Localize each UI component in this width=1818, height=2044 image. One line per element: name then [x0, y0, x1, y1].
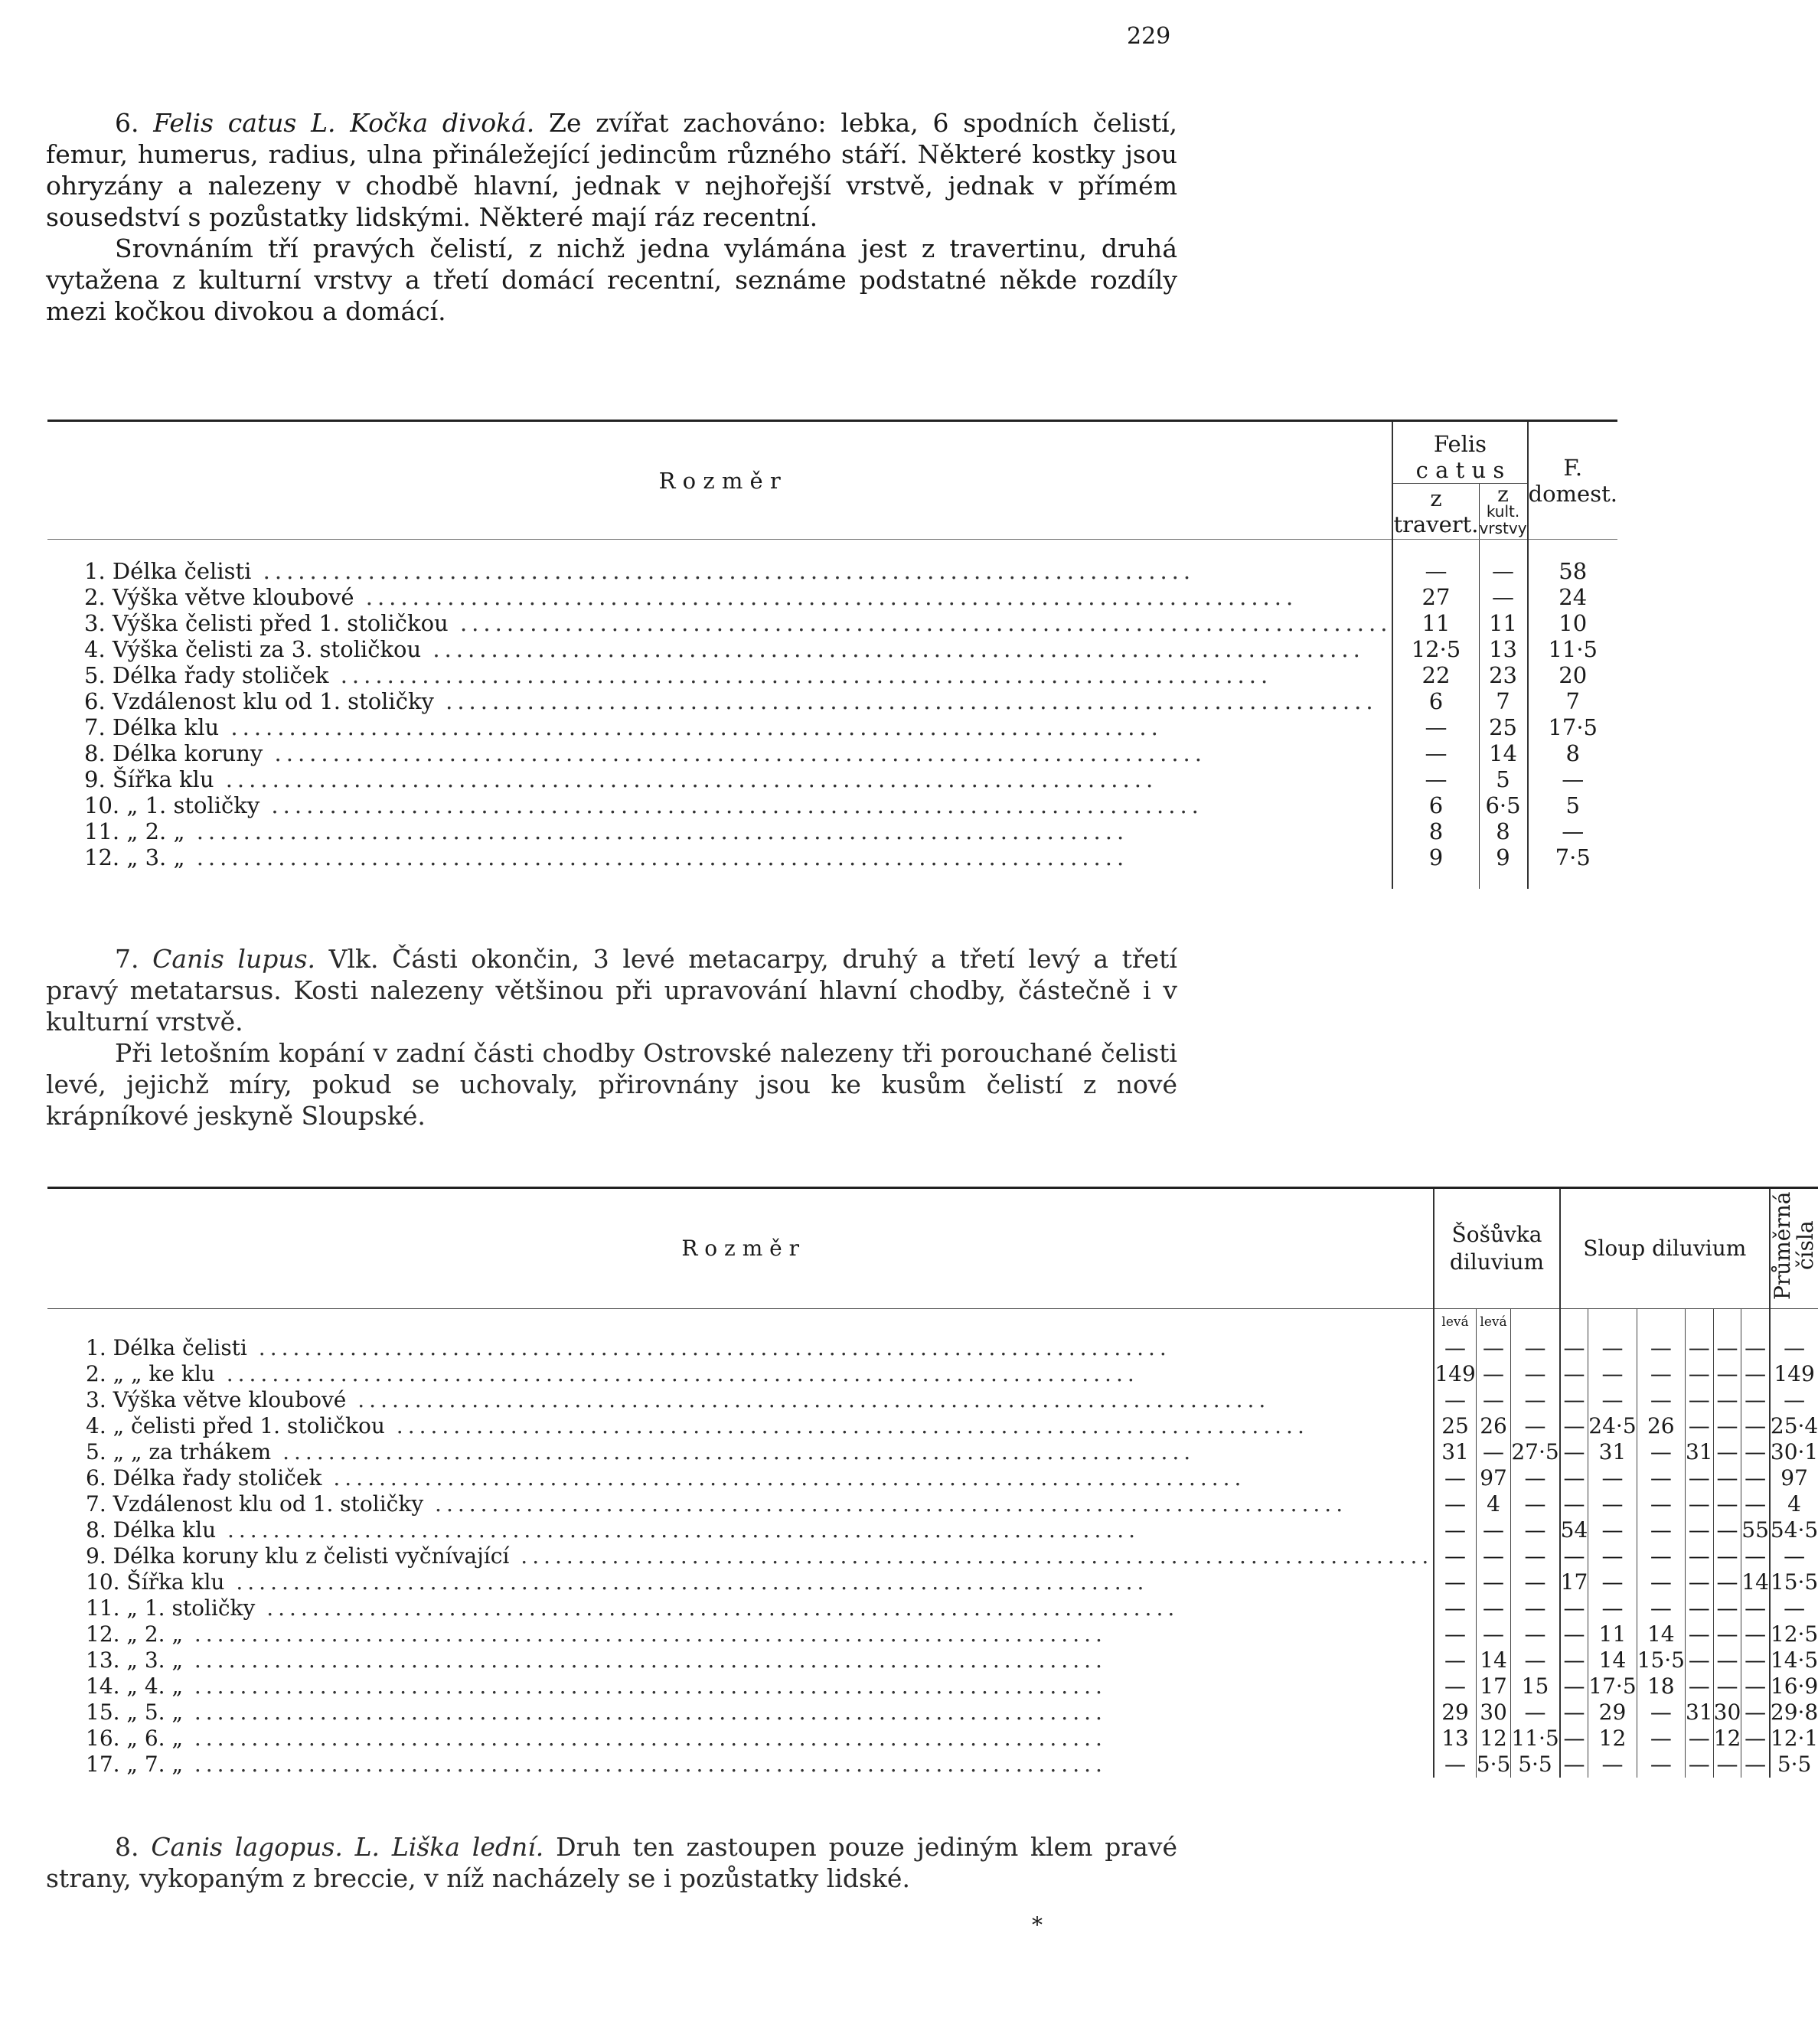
value-cell: —: [1511, 1569, 1560, 1595]
value-cell: —: [1560, 1439, 1588, 1465]
value-cell: 12: [1588, 1726, 1637, 1752]
value-f-domest: —: [1562, 818, 1585, 844]
row-label: 8. Délka klu ................................................................................: [47, 1517, 1434, 1543]
value-cell: —: [1434, 1335, 1476, 1361]
value-cell: —: [1713, 1387, 1741, 1413]
leva-label: levá: [1434, 1309, 1476, 1336]
value-cell: —: [1588, 1543, 1637, 1569]
value-cell: —: [1560, 1595, 1588, 1621]
value-kult-vrstvy: —: [1479, 584, 1527, 610]
paragraph-canis-lagopus: [46, 1831, 1177, 1894]
value-cell: —: [1685, 1465, 1713, 1491]
value-average: 149: [1774, 1361, 1815, 1386]
row-label: 3. Výška větve kloubové ................................................................................: [47, 1387, 1434, 1413]
value-cell: —: [1741, 1543, 1770, 1569]
table-row: [47, 558, 1617, 584]
row-label: 11. „ 1. stoličky ................................................................................: [47, 1595, 1434, 1621]
value-cell: —: [1685, 1621, 1713, 1647]
value-cell: —: [1741, 1673, 1770, 1700]
value-cell: —: [1560, 1387, 1588, 1413]
row-label: 2. „ „ ke klu ................................................................................: [47, 1361, 1434, 1387]
value-kult-vrstvy: 14: [1479, 740, 1527, 766]
value-cell: —: [1741, 1439, 1770, 1465]
value-travert: 11: [1392, 610, 1479, 636]
value-cell: —: [1511, 1413, 1560, 1439]
canis-lupus-measurements-table: [47, 1187, 1818, 1778]
value-cell: —: [1511, 1335, 1560, 1361]
value-cell: —: [1560, 1543, 1588, 1569]
value-f-domest: 7·5: [1555, 844, 1591, 870]
value-cell: —: [1637, 1491, 1685, 1517]
value-average: —: [1784, 1387, 1806, 1412]
value-cell: —: [1685, 1491, 1713, 1517]
table-row: [47, 1700, 1818, 1726]
value-f-domest: 11·5: [1548, 636, 1598, 662]
value-cell: —: [1713, 1673, 1741, 1700]
value-kult-vrstvy: 7: [1479, 688, 1527, 714]
value-kult-vrstvy: 6·5: [1479, 792, 1527, 818]
row-label: 10. Šířka klu ................................................................................: [47, 1569, 1434, 1595]
table-row: [47, 1361, 1818, 1387]
value-cell: —: [1637, 1543, 1685, 1569]
value-cell: —: [1637, 1700, 1685, 1726]
table-row: [47, 1491, 1818, 1517]
value-cell: —: [1588, 1361, 1637, 1387]
value-travert: 12·5: [1392, 636, 1479, 662]
species-name: Felis catus L. Kočka divoká.: [153, 108, 535, 138]
table-row: [47, 636, 1617, 662]
value-cell: —: [1685, 1752, 1713, 1778]
value-f-domest: 8: [1565, 740, 1580, 766]
species-name: Canis lagopus. L. Liška lední.: [151, 1832, 544, 1862]
value-cell: 11·5: [1511, 1726, 1559, 1751]
value-f-domest: 17·5: [1548, 714, 1598, 740]
row-label: 3. Výška čelisti před 1. stoličkou ................................................................................: [47, 610, 1392, 636]
value-cell: —: [1741, 1595, 1770, 1621]
value-cell: 15·5: [1637, 1647, 1685, 1673]
table-row: [47, 1439, 1818, 1465]
table-row: [47, 1752, 1818, 1778]
value-kult-vrstvy: 23: [1479, 662, 1527, 688]
value-cell: —: [1741, 1491, 1770, 1517]
table-row: [47, 714, 1617, 740]
value-cell: 31: [1434, 1439, 1476, 1465]
header-z-travert: z travert.: [1392, 484, 1479, 540]
value-cell: —: [1713, 1491, 1741, 1517]
value-cell: 17: [1476, 1673, 1511, 1700]
value-cell: —: [1588, 1595, 1637, 1621]
value-cell: —: [1713, 1752, 1741, 1778]
value-average: 30·1: [1770, 1439, 1818, 1464]
value-average: 16·9: [1770, 1673, 1818, 1699]
value-cell: —: [1434, 1673, 1476, 1700]
row-label: 7. Délka klu ................................................................................: [47, 714, 1392, 740]
value-cell: —: [1713, 1413, 1741, 1439]
row-label: 8. Délka koruny ................................................................................: [47, 740, 1392, 766]
value-f-domest: —: [1562, 766, 1585, 792]
paragraph-canis-lupus: [46, 943, 1177, 1131]
value-cell: —: [1741, 1335, 1770, 1361]
value-cell: —: [1637, 1726, 1685, 1752]
value-cell: 18: [1637, 1673, 1685, 1700]
value-kult-vrstvy: —: [1479, 558, 1527, 584]
value-cell: —: [1713, 1465, 1741, 1491]
value-cell: —: [1637, 1595, 1685, 1621]
value-cell: —: [1713, 1361, 1741, 1387]
value-cell: 54: [1560, 1517, 1588, 1543]
value-cell: —: [1560, 1335, 1588, 1361]
value-cell: —: [1434, 1595, 1476, 1621]
value-cell: —: [1511, 1543, 1560, 1569]
value-kult-vrstvy: 9: [1479, 844, 1527, 870]
value-average: 15·5: [1770, 1569, 1818, 1595]
value-cell: 29: [1588, 1700, 1637, 1726]
value-average: 25·4: [1770, 1413, 1818, 1438]
value-f-domest: 58: [1559, 558, 1588, 584]
value-travert: 6: [1392, 792, 1479, 818]
value-cell: —: [1588, 1491, 1637, 1517]
value-f-domest: 10: [1559, 610, 1588, 636]
value-cell: —: [1713, 1569, 1741, 1595]
value-cell: 55: [1741, 1517, 1769, 1543]
value-cell: —: [1741, 1413, 1770, 1439]
value-cell: —: [1476, 1439, 1511, 1465]
row-label: 9. Délka koruny klu z čelisti vyčnívající ................................................................................: [47, 1543, 1434, 1569]
value-cell: —: [1476, 1595, 1511, 1621]
value-cell: —: [1434, 1465, 1476, 1491]
value-kult-vrstvy: 8: [1479, 818, 1527, 844]
section-number: 8.: [115, 1832, 152, 1862]
value-cell: —: [1713, 1439, 1741, 1465]
value-cell: —: [1588, 1465, 1637, 1491]
value-cell: —: [1434, 1569, 1476, 1595]
header-prumerna-cisla: Průměrná čísla: [1770, 1191, 1818, 1300]
value-cell: —: [1588, 1387, 1637, 1413]
value-cell: 31: [1685, 1439, 1713, 1464]
value-cell: —: [1713, 1647, 1741, 1673]
paragraph-text: Některé kostky jsou ohryzány a nalezeny v chodbě hlavní, jednak v nejhořejší vrstvě, jednak v přímém sousedství s pozůstatky lidskými. Některé mají ráz recentní.: [46, 139, 1177, 232]
value-cell: 27·5: [1511, 1439, 1559, 1464]
value-cell: 149: [1434, 1361, 1476, 1386]
row-label: 7. Vzdálenost klu od 1. stoličky ................................................................................: [47, 1491, 1434, 1517]
value-kult-vrstvy: 25: [1479, 714, 1527, 740]
value-travert: —: [1392, 766, 1479, 792]
table-row: [47, 1569, 1818, 1595]
value-kult-vrstvy: 5: [1479, 766, 1527, 792]
value-cell: —: [1560, 1673, 1588, 1700]
value-cell: 30: [1476, 1700, 1511, 1726]
value-cell: —: [1476, 1335, 1511, 1361]
value-cell: —: [1741, 1700, 1770, 1726]
value-cell: —: [1434, 1752, 1476, 1778]
value-cell: —: [1588, 1517, 1637, 1543]
value-cell: —: [1713, 1335, 1741, 1361]
value-travert: 6: [1392, 688, 1479, 714]
value-cell: —: [1511, 1465, 1560, 1491]
value-cell: —: [1741, 1361, 1770, 1387]
value-travert: 27: [1392, 584, 1479, 610]
row-label: 4. Výška čelisti za 3. stoličkou ................................................................................: [47, 636, 1392, 662]
value-cell: —: [1434, 1647, 1476, 1673]
value-travert: 8: [1392, 818, 1479, 844]
value-cell: —: [1511, 1517, 1560, 1543]
value-cell: 30: [1713, 1700, 1741, 1725]
value-cell: —: [1560, 1647, 1588, 1673]
value-average: —: [1784, 1335, 1806, 1360]
row-label: 16. „ 6. „ ................................................................................: [47, 1726, 1434, 1752]
table-row: [47, 1595, 1818, 1621]
value-cell: —: [1713, 1621, 1741, 1647]
row-label: 13. „ 3. „ ................................................................................: [47, 1647, 1434, 1673]
paragraph-text: Při letošním kopání v zadní části chodby Ostrovské nalezeny tři porouchané čelisti levé, jejichž míry, pokud se uchovaly, přirovnány jsou ke kusům čelistí z nové krápníkové jeskyně Sloupské.: [46, 1038, 1177, 1131]
header-sloup-diluvium: Sloup diluvium: [1560, 1188, 1770, 1309]
row-label: 12. „ 2. „ ................................................................................: [47, 1621, 1434, 1647]
value-cell: —: [1511, 1700, 1560, 1726]
value-cell: 25: [1434, 1413, 1476, 1439]
table-row: [47, 818, 1617, 844]
value-cell: —: [1434, 1621, 1476, 1647]
value-cell: 14: [1741, 1569, 1769, 1595]
value-average: 4: [1787, 1491, 1801, 1517]
value-cell: —: [1588, 1752, 1637, 1778]
value-cell: 97: [1476, 1465, 1511, 1491]
value-cell: —: [1511, 1595, 1560, 1621]
value-cell: —: [1637, 1439, 1685, 1465]
value-cell: —: [1685, 1361, 1713, 1387]
value-cell: —: [1741, 1387, 1770, 1413]
value-cell: 12: [1713, 1726, 1741, 1751]
value-cell: —: [1685, 1413, 1713, 1439]
value-cell: —: [1560, 1700, 1588, 1726]
table-row: [47, 584, 1617, 610]
table-row: [47, 1413, 1818, 1439]
value-average: 29·8: [1770, 1700, 1818, 1725]
value-cell: —: [1476, 1361, 1511, 1387]
value-cell: 5·5: [1476, 1752, 1511, 1777]
row-label: 12. „ 3. „ ................................................................................: [47, 844, 1392, 870]
value-average: —: [1784, 1543, 1806, 1569]
value-cell: —: [1476, 1569, 1511, 1595]
section-number: 7.: [115, 944, 153, 974]
value-cell: —: [1713, 1517, 1741, 1543]
value-cell: —: [1476, 1621, 1511, 1647]
value-cell: —: [1685, 1647, 1713, 1673]
value-average: 14·5: [1770, 1647, 1818, 1673]
table-row: [47, 688, 1617, 714]
row-label: 1. Délka čelisti ................................................................................: [47, 558, 1392, 584]
value-f-domest: 7: [1565, 688, 1580, 714]
paragraph-felis-catus: [46, 107, 1177, 327]
value-average: 12·5: [1770, 1621, 1818, 1647]
value-cell: —: [1560, 1752, 1588, 1778]
value-cell: —: [1560, 1361, 1588, 1387]
row-label: 17. „ 7. „ ................................................................................: [47, 1752, 1434, 1778]
row-label: 5. „ „ za trhákem ................................................................................: [47, 1439, 1434, 1465]
row-label: 9. Šířka klu ................................................................................: [47, 766, 1392, 792]
row-label: 6. Vzdálenost klu od 1. stoličky ................................................................................: [47, 688, 1392, 714]
felis-measurements-table: [47, 420, 1617, 889]
table-row: [47, 610, 1617, 636]
table-row: [47, 1647, 1818, 1673]
value-cell: —: [1476, 1517, 1511, 1543]
value-cell: 17: [1560, 1569, 1588, 1595]
value-cell: 24·5: [1588, 1413, 1637, 1438]
value-cell: 5·5: [1511, 1752, 1560, 1778]
value-cell: —: [1685, 1387, 1713, 1413]
table-row: [47, 1673, 1818, 1700]
header-f-domest: F. domest.: [1528, 421, 1617, 540]
header-felis-catus: Felis c a t u s: [1392, 421, 1527, 484]
value-travert: 9: [1392, 844, 1479, 870]
species-name: Canis lupus.: [152, 944, 315, 974]
table-row: [47, 844, 1617, 870]
footnote-mark: *: [1032, 1912, 1043, 1938]
paragraph-text: Druh ten zastoupen pouze jediným klem pravé strany, vykopaným z breccie, v níž nacházely se i pozůstatky lidské.: [46, 1832, 1178, 1893]
value-cell: —: [1511, 1491, 1560, 1517]
value-cell: 15: [1511, 1673, 1560, 1700]
paragraph-text: Ze zvířat zachováno: lebka, 6 spodních čelistí, femur, humerus, radius, ulna přináležející jedincům různého stáří.: [46, 108, 1177, 169]
value-cell: —: [1434, 1491, 1476, 1517]
table-row: [47, 1517, 1818, 1543]
value-cell: —: [1511, 1621, 1560, 1647]
row-label: 6. Délka řady stoliček ................................................................................: [47, 1465, 1434, 1491]
value-cell: —: [1685, 1543, 1713, 1569]
value-cell: —: [1637, 1387, 1685, 1413]
header-z-kult-vrstvy: z kult. vrstvy: [1479, 484, 1527, 540]
value-cell: —: [1637, 1335, 1685, 1361]
value-cell: —: [1511, 1647, 1560, 1673]
value-cell: —: [1637, 1465, 1685, 1491]
value-cell: —: [1588, 1335, 1637, 1361]
leva-label: levá: [1476, 1309, 1511, 1336]
value-cell: —: [1476, 1543, 1511, 1569]
table-row: [47, 1335, 1818, 1361]
header-rozmer: R o z m ě r: [47, 1188, 1434, 1309]
value-f-domest: 5: [1565, 792, 1580, 818]
value-cell: —: [1560, 1491, 1588, 1517]
value-cell: —: [1713, 1595, 1741, 1621]
value-cell: 31: [1588, 1439, 1637, 1465]
value-average: —: [1784, 1595, 1806, 1621]
row-label: 14. „ 4. „ ................................................................................: [47, 1673, 1434, 1700]
value-average: 12·1: [1770, 1726, 1818, 1751]
table-row: [47, 1543, 1818, 1569]
row-label: 15. „ 5. „ ................................................................................: [47, 1700, 1434, 1726]
table-row: [47, 1387, 1818, 1413]
value-cell: 4: [1476, 1491, 1511, 1517]
value-travert: —: [1392, 714, 1479, 740]
table-row: [47, 740, 1617, 766]
paragraph-text: Vlk. Části okončin, 3 levé metacarpy, druhý a třetí levý a třetí pravý metatarsus. Kosti nalezeny většinou při upravování hlavní chodby, částečně i v kulturní vrstvě.: [46, 944, 1177, 1037]
page-number: 229: [1127, 23, 1171, 50]
value-cell: —: [1560, 1621, 1588, 1647]
value-average: 5·5: [1777, 1752, 1812, 1777]
value-travert: —: [1392, 558, 1479, 584]
value-cell: 26: [1637, 1413, 1685, 1439]
table-row: [47, 662, 1617, 688]
value-cell: —: [1685, 1673, 1713, 1700]
value-cell: —: [1741, 1647, 1770, 1673]
value-kult-vrstvy: 13: [1479, 636, 1527, 662]
value-cell: —: [1713, 1543, 1741, 1569]
value-cell: —: [1741, 1465, 1770, 1491]
table-row: [47, 1621, 1818, 1647]
paragraph-text: Srovnáním tří pravých čelistí, z nichž jedna vylámána jest z travertinu, druhá vytažena z kulturní vrstvy a třetí domácí recentní, seznáme podstatné někde rozdíly mezi kočkou divokou a domácí.: [46, 233, 1177, 326]
value-cell: —: [1560, 1726, 1588, 1752]
table-row: [47, 792, 1617, 818]
value-travert: 22: [1392, 662, 1479, 688]
value-cell: —: [1434, 1543, 1476, 1569]
table-row: [47, 1465, 1818, 1491]
value-cell: —: [1685, 1726, 1713, 1752]
value-cell: —: [1560, 1413, 1588, 1439]
value-average: 97: [1780, 1465, 1808, 1491]
row-label: 10. „ 1. stoličky ................................................................................: [47, 792, 1392, 818]
table-row: [47, 1726, 1818, 1752]
value-kult-vrstvy: 11: [1479, 610, 1527, 636]
value-cell: —: [1685, 1517, 1713, 1543]
value-travert: —: [1392, 740, 1479, 766]
row-label: 11. „ 2. „ ................................................................................: [47, 818, 1392, 844]
header-sosuvka-diluvium: Šošůvka diluvium: [1434, 1188, 1559, 1309]
value-cell: 11: [1588, 1621, 1637, 1647]
header-rozmer: R o z m ě r: [47, 421, 1392, 540]
value-cell: —: [1476, 1387, 1511, 1413]
value-cell: —: [1560, 1465, 1588, 1491]
value-cell: 31: [1685, 1700, 1713, 1725]
value-cell: —: [1685, 1569, 1713, 1595]
value-f-domest: 20: [1559, 662, 1588, 688]
table-row: [47, 766, 1617, 792]
row-label: 2. Výška větve kloubové ................................................................................: [47, 584, 1392, 610]
row-label: 5. Délka řady stoliček ................................................................................: [47, 662, 1392, 688]
value-cell: —: [1637, 1569, 1685, 1595]
value-cell: 26: [1476, 1413, 1511, 1439]
value-cell: 17·5: [1588, 1673, 1637, 1699]
value-f-domest: 24: [1559, 584, 1588, 610]
value-cell: —: [1637, 1517, 1685, 1543]
row-label: 4. „ čelisti před 1. stoličkou ................................................................................: [47, 1413, 1434, 1439]
value-cell: —: [1434, 1387, 1476, 1413]
value-cell: 14: [1588, 1647, 1637, 1673]
value-cell: —: [1434, 1517, 1476, 1543]
value-cell: 14: [1476, 1647, 1511, 1673]
value-cell: —: [1511, 1361, 1560, 1387]
value-cell: —: [1685, 1595, 1713, 1621]
value-cell: 13: [1434, 1726, 1476, 1752]
value-cell: 29: [1434, 1700, 1476, 1726]
value-cell: —: [1511, 1387, 1560, 1413]
value-cell: 14: [1637, 1621, 1685, 1647]
row-label: 1. Délka čelisti ................................................................................: [47, 1335, 1434, 1361]
value-cell: —: [1588, 1569, 1637, 1595]
value-cell: —: [1685, 1335, 1713, 1361]
value-cell: —: [1637, 1752, 1685, 1778]
value-cell: 12: [1476, 1726, 1511, 1752]
value-cell: —: [1741, 1726, 1770, 1752]
value-cell: —: [1741, 1752, 1770, 1778]
value-cell: —: [1637, 1361, 1685, 1387]
value-average: 54·5: [1770, 1517, 1818, 1543]
section-number: 6.: [115, 108, 154, 138]
value-cell: —: [1741, 1621, 1770, 1647]
